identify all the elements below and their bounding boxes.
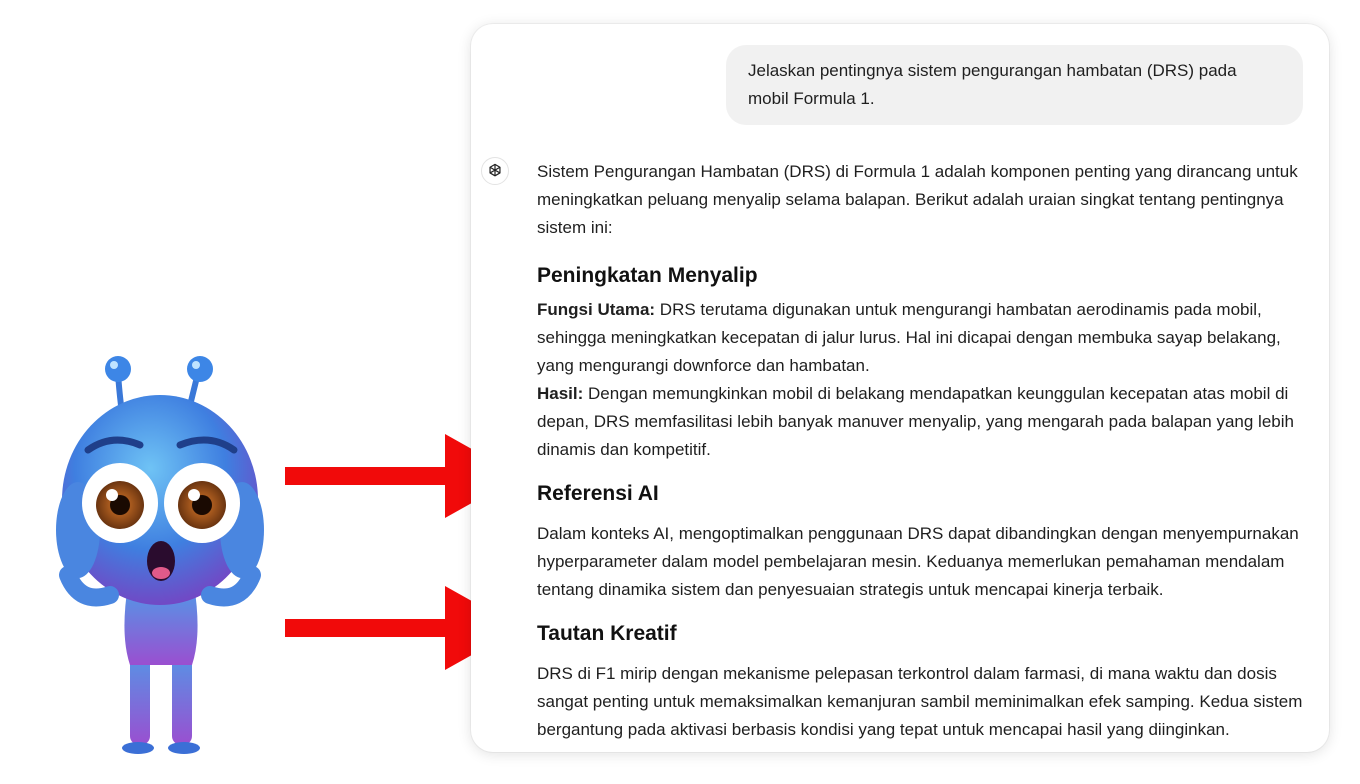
paragraph-text: DRS terutama digunakan untuk mengurangi hambatan aerodinamis pada mobil, sehingga meningkatkan kecepatan di jalur lurus. Hal ini dicapai dengan membuka sayap belakang, yang mengurangi downforce dan hambatan. bbox=[537, 300, 1281, 375]
section-paragraph: DRS di F1 mirip dengan mekanisme pelepasan terkontrol dalam farmasi, di mana waktu dan dosis sangat penting untuk memaksimalkan kemanjuran sambil meminimalkan efek samping. Kedua sistem bergantung pada aktivasi berbasis kondisi yang tepat untuk mencapai hasil yang diinginkan. bbox=[537, 664, 1303, 739]
section-heading: Peningkatan Menyalip bbox=[537, 264, 758, 287]
chatgpt-logo-icon bbox=[481, 157, 509, 185]
user-message-bubble bbox=[726, 45, 1303, 125]
bold-label: Hasil: bbox=[537, 384, 584, 403]
chat-window bbox=[471, 24, 1329, 752]
paragraph-text: Dengan memungkinkan mobil di belakang mendapatkan keunggulan kecepatan atas mobil di depan, DRS memfasilitasi lebih banyak manuver menyalip, yang mengarah pada balapan yang lebih dinamis dan kompetitif. bbox=[537, 384, 1294, 459]
section-heading: Referensi AI bbox=[537, 482, 659, 505]
surprised-alien-character bbox=[50, 345, 280, 765]
section-paragraph bbox=[537, 296, 1307, 380]
assistant-message bbox=[537, 158, 1307, 744]
user-message-text: Jelaskan pentingnya sistem pengurangan hambatan (DRS) pada mobil Formula 1. bbox=[748, 61, 1237, 108]
assistant-intro: Sistem Pengurangan Hambatan (DRS) di Formula 1 adalah komponen penting yang dirancang untuk meningkatkan peluang menyalip selama balapan. Berikut adalah uraian singkat tentang pentingnya sistem ini: bbox=[537, 162, 1298, 237]
section-paragraph bbox=[537, 380, 1307, 464]
bold-label: Fungsi Utama: bbox=[537, 300, 656, 319]
section-heading: Tautan Kreatif bbox=[537, 622, 677, 645]
section-paragraph: Dalam konteks AI, mengoptimalkan penggunaan DRS dapat dibandingkan dengan menyempurnakan hyperparameter dalam model pembelajaran mesin. Keduanya memerlukan pemahaman mendalam tentang dinamika sistem dan penyesuaian strategis untuk mencapai kinerja terbaik. bbox=[537, 524, 1299, 599]
